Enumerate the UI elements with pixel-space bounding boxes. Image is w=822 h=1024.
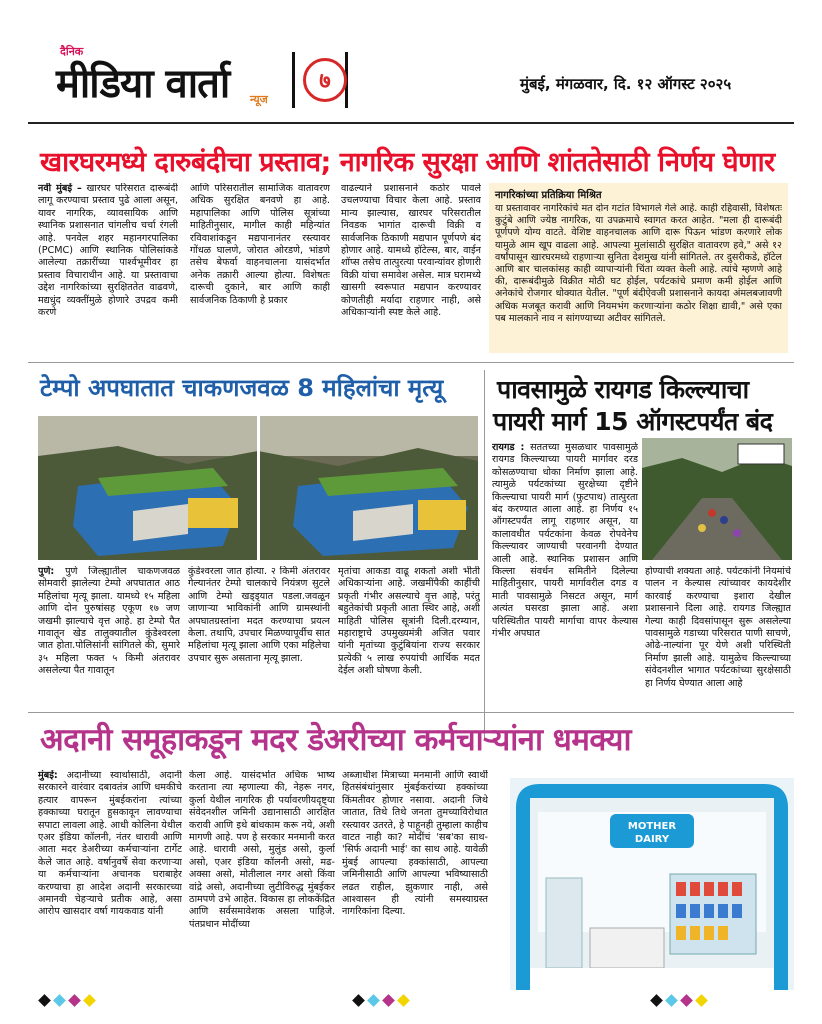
- article3-col2-text: होण्याची शक्यता आहे. पर्यटकांनी नियमांचे पालन न केल्यास त्यांच्यावर कायदेशीर कारवाई करण्याचा इशारा देखील प्रशासनाने दिला आहे. रायगड जिल्ह्यात गेल्या काही दिवसांपासून सुरू असलेल्या पावसामुळे गडाच्या परिसरात पाणी साचणे, ओढे-नाल्यांना पूर येणे अशी परिस्थिती निर्माण झाली आहे. यामुळेच किल्ल्याच्या संवेदनशील भागात पर्यटकांच्या सुरक्षेसाठी हा निर्णय घेण्यात आला आहे: [645, 566, 791, 689]
- column-divider: [484, 370, 485, 740]
- mother-dairy-kiosk-photo: [510, 778, 794, 990]
- decor-dots-left: [40, 996, 94, 1008]
- article4-dateline: मुंबई:: [38, 770, 58, 781]
- article2-col2-text: कुंडेश्वरला जात होत्या. २ किमी अंतरावर गेल्यानंतर टेम्पो चालकाचे नियंत्रण सुटले आणि टेम्पो खड्ड्यात पडला.जवळून जाणाऱ्या भाविकांनी आणि ग्रामस्थांनी अपघातग्रस्तांना मदत करण्याचा प्रयत्न केला. तथापि, उपचार मिळण्यापूर्वीच सात महिलांचा मृत्यू झाला आणि एका महिलेचा उपचार सुरू असताना मृत्यू झाला.: [188, 566, 330, 664]
- article2-column-2: [188, 566, 330, 706]
- article2-column-1: [38, 566, 180, 706]
- article4-headline: अदानी समूहाकडून मदर डेअरीच्या कर्मचाऱ्यांना धमक्या: [40, 722, 631, 758]
- article1-col2-text: आणि परिसरातील सामाजिक वातावरण अधिक सुरक्षित बनवणे हा आहे. महापालिका आणि पोलिस सूत्रांच्या माहितीनुसार, मागील काही महिन्यांत रविवाशांकडून मद्यपानानंतर रस्त्यावर गोंधळ घालणे, जोरात ओरडणे, भांडणे तसेच बेफर्वा वाहनचालना यासंदर्भात अनेक तक्रारी आल्या होत्या. विशेषतः दारूची दुकाने, बार आणि काही सार्वजनिक ठिकाणी हे प्रकार: [190, 183, 330, 306]
- raigad-fort-photo: [642, 438, 792, 560]
- page-number-box: [292, 52, 348, 108]
- article1-headline: खारघरमध्ये दारुबंदीचा प्रस्ताव; नागरिक सुरक्षा आणि शांततेसाठी निर्णय घेणार: [40, 147, 775, 178]
- article2-dateline: पुणे:: [38, 566, 55, 577]
- kiosk-brand-line1: MOTHER: [627, 821, 677, 832]
- article2-column-3: [338, 566, 480, 706]
- article4-column-1: [38, 770, 182, 986]
- article1-col1-text: खारघर परिसरात दारूबंदी लागू करण्याचा प्रस्ताव पुढे आला असून, यावर नागरिक, व्यावसायिक आणि स्थानिक प्रशासनात चांगलीच चर्चा रंगली आहे. पनवेल शहर महानगरपालिका (PCMC) आणि स्थानिक पोलिसांकडे आलेल्या तक्रारींच्या पार्श्वभूमीवर हा प्रस्ताव विचाराधीन आहे. या प्रस्तावाचा उद्देश नागरिकांच्या सुरक्षिततेत वाढवणे, मद्यधुंद व्यक्तींमुळे होणारे उपद्रव कमी करणे: [38, 183, 178, 319]
- article1-column-2: [190, 183, 330, 353]
- decor-dots-center: [354, 996, 408, 1008]
- article3-col1-text: सततच्या मुसळधार पावसामुळे रायगड किल्ल्याच्या पायरी मार्गावर दरड कोसळण्याचा धोका निर्माण झाला आहे. त्यामुळे पर्यटकांच्या सुरक्षेच्या दृष्टीने किल्ल्याचा पायरी मार्ग (फुटपाथ) तात्पुरता बंद करण्यात आला आहे. हा निर्णय १५ ऑगस्टपर्यंत लागू राहणार असून, या कालावधीत पर्यटकांना केवळ रोपवेनेच किल्ल्यावर जाण्याची परवानगी देण्यात आली आहे. स्थानिक प्रशासन आणि किल्ला संवर्धन समितीने दिलेल्या माहितीनुसार, पायरी मार्गावरील दगड व माती पावसामुळे निसटत असून, मार्ग अत्यंत घसरडा झाला आहे. अशा परिस्थितीत पायरी मार्गाचा वापर केल्यास गंभीर अपघात: [492, 442, 638, 640]
- article3-column-1: [492, 442, 638, 708]
- public-reaction-text: या प्रस्तावावर नागरिकांचे मत दोन गटांत विभागले गेले आहे. काही रहिवासी, विशेषतः कुटुंबे आणि ज्येष्ठ नागरिक, या उपक्रमाचे स्वागत करत आहेत. "मला ही दारूबंदी पूर्णपणे योग्य वाटते. वेशिष्ट वाहनचालक आणि दारू पिऊन भांडण करणारे लोक यामुळे आम खूप वाढला आहे. आपल्या मुलांसाठी सुरक्षित वातावरण हवे," असे १२ वर्षांपासून खारघरमध्ये राहणाऱ्या सुनिता देशमुख यांनी सांगितले. तर दुसरीकडे, हॉटेल आणि बार चालकांसह काही व्यापाऱ्यांनी चिंता व्यक्त केली आहे. त्यांचे म्हणणे आहे की, दारूबंदीमुळे विक्रीत मोठी घट होईल, पर्यटकांचे प्रमाण कमी होईल आणि अनेकांचे रोजगार धोक्यात येतील. "पूर्ण बंदीऐवजी प्रशासनाने कायदा अंमलबजावणी अधिक मजबूत करावी आणि नियमभंग करणाऱ्यांना कठोर शिक्षा द्यावी," असे एका पब मालकाने नाव न सांगण्याच्या अटीवर सांगितले.: [495, 203, 782, 324]
- section-rule-2: [28, 712, 794, 713]
- masthead-rule: [28, 122, 794, 124]
- tempo-accident-photo: [38, 416, 478, 560]
- section-rule-1: [28, 362, 794, 363]
- article3-headline-line2: पायरी मार्ग 15 ऑगस्टपर्यंत बंद: [493, 407, 773, 436]
- article3-column-2: [645, 566, 791, 708]
- brand-news-tag: न्यूज: [250, 93, 268, 106]
- article4-col1-text: अदानीच्या स्वार्थासाठी, अदानी सरकारने वारंवार दबावतंत्र आणि धमकीचे हत्यार वापरून मुंबईकरांना त्यांच्या हक्काच्या घरातून हुसकावून लावण्याचा सपाटा लावला आहे. आधी कोलिना येथील एअर इंडिया कॉलनी, नंतर धारावी आणि आता मदर डेअरीच्या कर्मचाऱ्यांना टार्गेट केले जात आहे. वर्षानुवर्षे सेवा करणाऱ्या या कर्मचाऱ्यांना अचानक घराबाहेर करण्याचा हा आदेश अदानी सरकारच्या अमानवी चेहऱ्याचे प्रतीक आहे, असा आरोप खासदार वर्षा गायकवाड यांनी: [38, 770, 182, 918]
- article4-col2-text: केला आहे. यासंदर्भात अधिक भाष्य करताना त्या म्हणाल्या की, नेहरू नगर, कुर्ला येथील नागरिक ही पर्यावरणीयदृष्ट्या संवेदनशील जमिनी उद्यानासाठी आरक्षित करावी आणि इथे बांधकाम करू नये, अशी मागणी आहे. पण हे सरकार मनमानी करत आहे. धारावी असो, मुलुंड असो, कुर्ला असो, एअर इंडिया कॉलनी असो, मढ-अक्सा असो, मोतीलाल नगर असो किंवा वांद्रे असो, अदानीच्या लुटीविरुद्ध मुंबईकर ठामपणे उभे आहेत. विकास हा लोककेंद्रित आणि सर्वसमावेशक असला पाहिजे. पंतप्रधान मोदींच्या: [189, 770, 335, 930]
- article1-column-3: [341, 183, 481, 353]
- kiosk-brand-line2: DAIRY: [634, 834, 670, 845]
- article1-dateline: नवी मुंबई –: [38, 183, 82, 194]
- article4-col3-text: अब्जाधीश मित्राच्या मनमानी आणि स्वार्थी हितसंबंधांनुसार मुंबईकरांच्या हक्कांच्या किंमतीवर होणार नसावा. अदानी जिथे जातात, तिथे तिथे जनता तुमच्याविरोधात रस्त्यावर उतरते, हे पाहूनही तुम्हाला काहीच वाटत नाही का? मोदींचं 'सब'का साथ- 'सिर्फ अदानी भाई' का साथ आहे. यावेळी मुंबई आपल्या हक्कांसाठी, आपल्या जमिनीसाठी आणि आपल्या भविष्यासाठी लढत राहील, झुकणार नाही, असे आश्वासन ही त्यांनी समस्याग्रस्त नागरिकांना दिल्या.: [342, 770, 488, 918]
- brand-dainik: दैनिक: [60, 45, 84, 58]
- article2-col1-text: पुणे जिल्ह्यातील चाकणजवळ सोमवारी झालेल्या टेम्पो अपघातात आठ महिलांचा मृत्यू झाला. यामध्ये १५ महिला आणि दोन पुरुषांसह एकूण १७ जण जखमी झाल्याचे वृत्त आहे. हा टेम्पो पैत गावातून खेड तालुक्यातील कुंडेश्वरला जात होता.पोलिसांनी सांगितले की, सुमारे ३५ महिला फक्त ५ किमी अंतरावर असलेल्या पैत गावातून: [38, 566, 180, 677]
- article3-dateline: रायगड :: [492, 442, 525, 453]
- article2-headline: टेम्पो अपघातात चाकणजवळ 8 महिलांचा मृत्यू: [40, 374, 444, 402]
- newspaper-title: मीडिया वार्ता: [56, 61, 230, 107]
- article3-headline-line1: पावसामुळे रायगड किल्ल्याचा: [497, 375, 749, 404]
- public-reaction-box: [489, 183, 788, 353]
- article1-column-1: [38, 183, 178, 353]
- article4-column-3: [342, 770, 488, 986]
- issue-dateline: मुंबई, मंगळवार, दि. १२ ऑगस्ट २०२५: [520, 75, 732, 93]
- article4-column-2: [189, 770, 335, 986]
- page-number: ७: [303, 58, 347, 102]
- public-reaction-heading: नागरिकांच्या प्रतिक्रिया मिश्रित: [495, 190, 602, 201]
- decor-dots-right: [652, 996, 706, 1008]
- article1-col3-text: वाढल्याने प्रशासनाने कठोर पावले उचलण्याचा विचार केला आहे. प्रस्ताव मान्य झाल्यास, खारघर परिसरातील निवडक भागांत दारूची विक्री व सार्वजनिक ठिकाणी मद्यपान पूर्णपणे बंद होणार आहे. यामध्ये हॉटेल्स, बार, वाईन शॉप्स तसेच तात्पुरत्या परवान्यांवर होणारी विक्री यांचा समावेश असेल. मात्र घरामध्ये खासगी स्वरूपात मद्यपान करण्यावर कोणतीही मर्यादा राहणार नाही, असे अधिकाऱ्यांनी स्पष्ट केले आहे.: [341, 183, 481, 319]
- article2-col3-text: मृतांचा आकडा वाढू शकतो अशी भीती अधिकाऱ्यांना आहे. जखमींपैकी काहींची प्रकृती गंभीर असल्याचे वृत्त आहे, परंतु बहुतेकांची प्रकृती आता स्थिर आहे, अशी माहिती पोलिस सूत्रांनी दिली.दरम्यान, महाराष्ट्राचे उपमुख्यमंत्री अजित पवार यांनी मृतांच्या कुटुंबियांना राज्य सरकार प्रत्येकी ५ लाख रुपयांची आर्थिक मदत देईल अशी घोषणा केली.: [338, 566, 480, 677]
